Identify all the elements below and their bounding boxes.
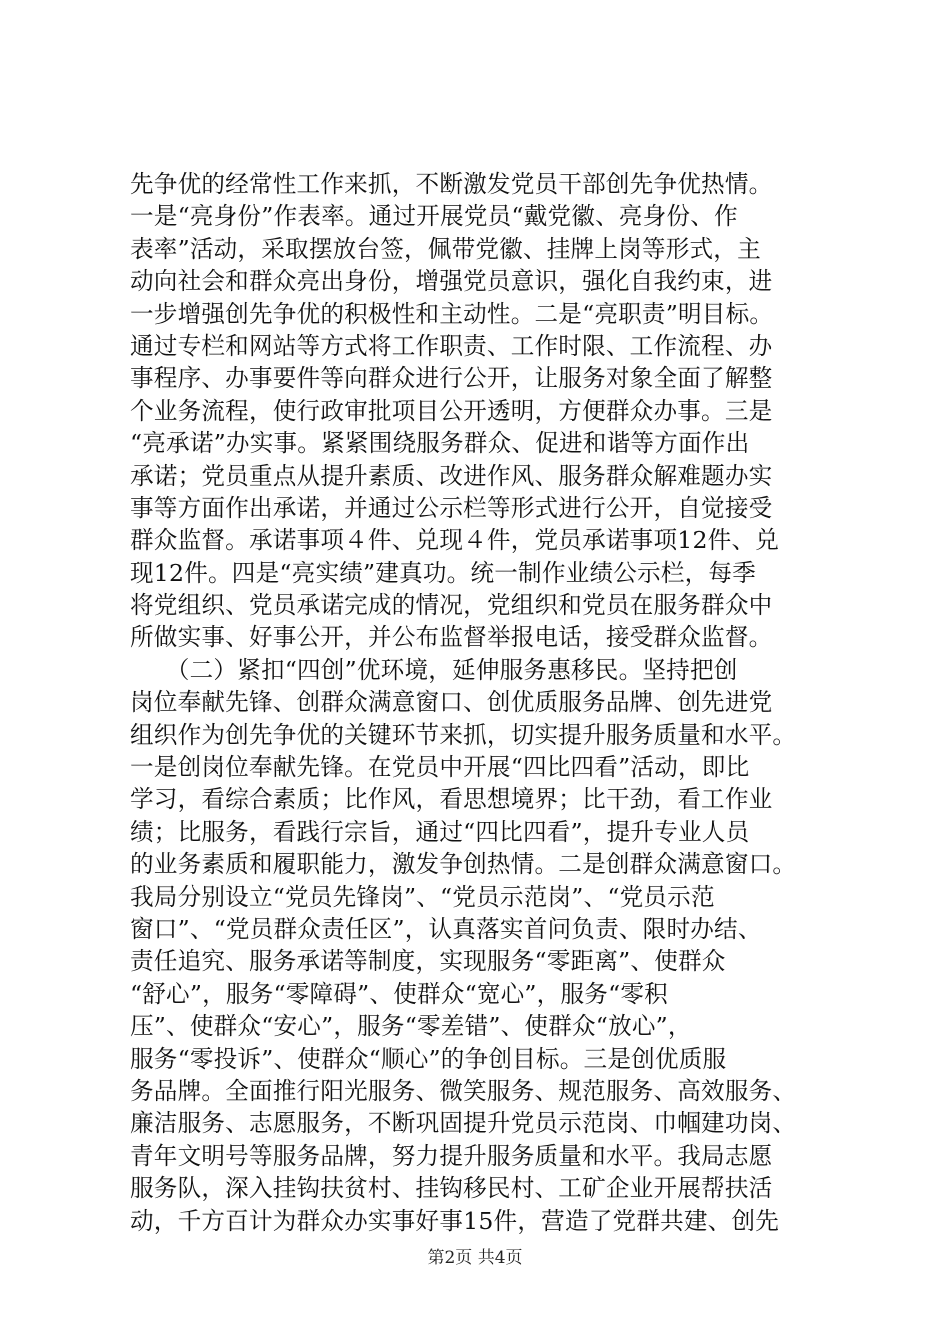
text-line: 个业务流程，使行政审批项目公开透明，方便群众办事。三是 [130, 396, 773, 425]
text-line: 服务“零投诉”、使群众“顺心”的争创目标。三是创优质服 [130, 1044, 727, 1073]
text-line: 将党组织、党员承诺完成的情况，党组织和党员在服务群众中 [130, 591, 773, 620]
text-line: 事程序、办事要件等向群众进行公开，让服务对象全面了解整 [130, 364, 773, 393]
text-line: （二）紧扣“四创”优环境，延伸服务惠移民。坚持把创 [130, 655, 738, 684]
text-line: 通过专栏和网站等方式将工作职责、工作时限、工作流程、办 [130, 331, 773, 360]
text-line: 表率”活动，采取摆放台签，佩带党徽、挂牌上岗等形式，主 [130, 234, 761, 263]
page-footer: 第2页 共4页 [427, 1248, 523, 1268]
text-line: 现12件。四是“亮实绩”建真功。统一制作业绩公示栏，每季 [130, 558, 756, 587]
body-text [130, 168, 850, 1237]
text-line: 承诺；党员重点从提升素质、改进作风、服务群众解难题办实 [130, 461, 773, 490]
text-line: 事等方面作出承诺，并通过公示栏等形式进行公开，自觉接受 [130, 493, 773, 522]
text-line: 所做实事、好事公开，并公布监督举报电话，接受群众监督。 [130, 623, 773, 652]
text-line: 压”、使群众“安心”，服务“零差错”、使群众“放心”， [130, 1012, 692, 1041]
text-line: 一是“亮身份”作表率。通过开展党员“戴党徽、亮身份、作 [130, 202, 738, 231]
text-line: 动向社会和群众亮出身份，增强党员意识，强化自我约束，进 [130, 267, 773, 296]
text-line: 的业务素质和履职能力，激发争创热情。二是创群众满意窗口。 [130, 850, 797, 879]
text-line: 组织作为创先争优的关键环节来抓，切实提升服务质量和水平。 [130, 720, 797, 749]
text-line: 廉洁服务、志愿服务，不断巩固提升党员示范岗、巾帼建功岗、 [130, 1109, 797, 1138]
text-line: 学习，看综合素质；比作风，看思想境界；比干劲，看工作业 [130, 785, 773, 814]
text-line: 责任追究、服务承诺等制度，实现服务“零距离”、使群众 [130, 947, 726, 976]
text-line: “舒心”，服务“零障碍”、使群众“宽心”，服务“零积 [130, 979, 668, 1008]
text-line: “亮承诺”办实事。紧紧围绕服务群众、促进和谐等方面作出 [130, 429, 750, 458]
text-line: 群众监督。承诺事项４件、兑现４件，党员承诺事项12件、兑 [130, 526, 780, 555]
text-line: 一步增强创先争优的积极性和主动性。二是“亮职责”明目标。 [130, 299, 774, 328]
text-line: 我局分别设立“党员先锋岗”、“党员示范岗”、“党员示范 [130, 882, 715, 911]
text-line: 服务队，深入挂钩扶贫村、挂钩移民村、工矿企业开展帮扶活 [130, 1174, 773, 1203]
text-line: 窗口”、“党员群众责任区”，认真落实首问负责、限时办结、 [130, 914, 762, 943]
text-line: 务品牌。全面推行阳光服务、微笑服务、规范服务、高效服务、 [130, 1076, 797, 1105]
text-line: 绩；比服务，看践行宗旨，通过“四比四看”，提升专业人员 [130, 817, 750, 846]
text-line: 岗位奉献先锋、创群众满意窗口、创优质服务品牌、创先进党 [130, 688, 773, 717]
text-line: 动，千方百计为群众办实事好事15件，营造了党群共建、创先 [130, 1206, 780, 1235]
text-line: 一是创岗位奉献先锋。在党员中开展“四比四看”活动，即比 [130, 753, 750, 782]
text-line: 先争优的经常性工作来抓，不断激发党员干部创先争优热情。 [130, 170, 773, 198]
text-line: 青年文明号等服务品牌，努力提升服务质量和水平。我局志愿 [130, 1141, 773, 1170]
